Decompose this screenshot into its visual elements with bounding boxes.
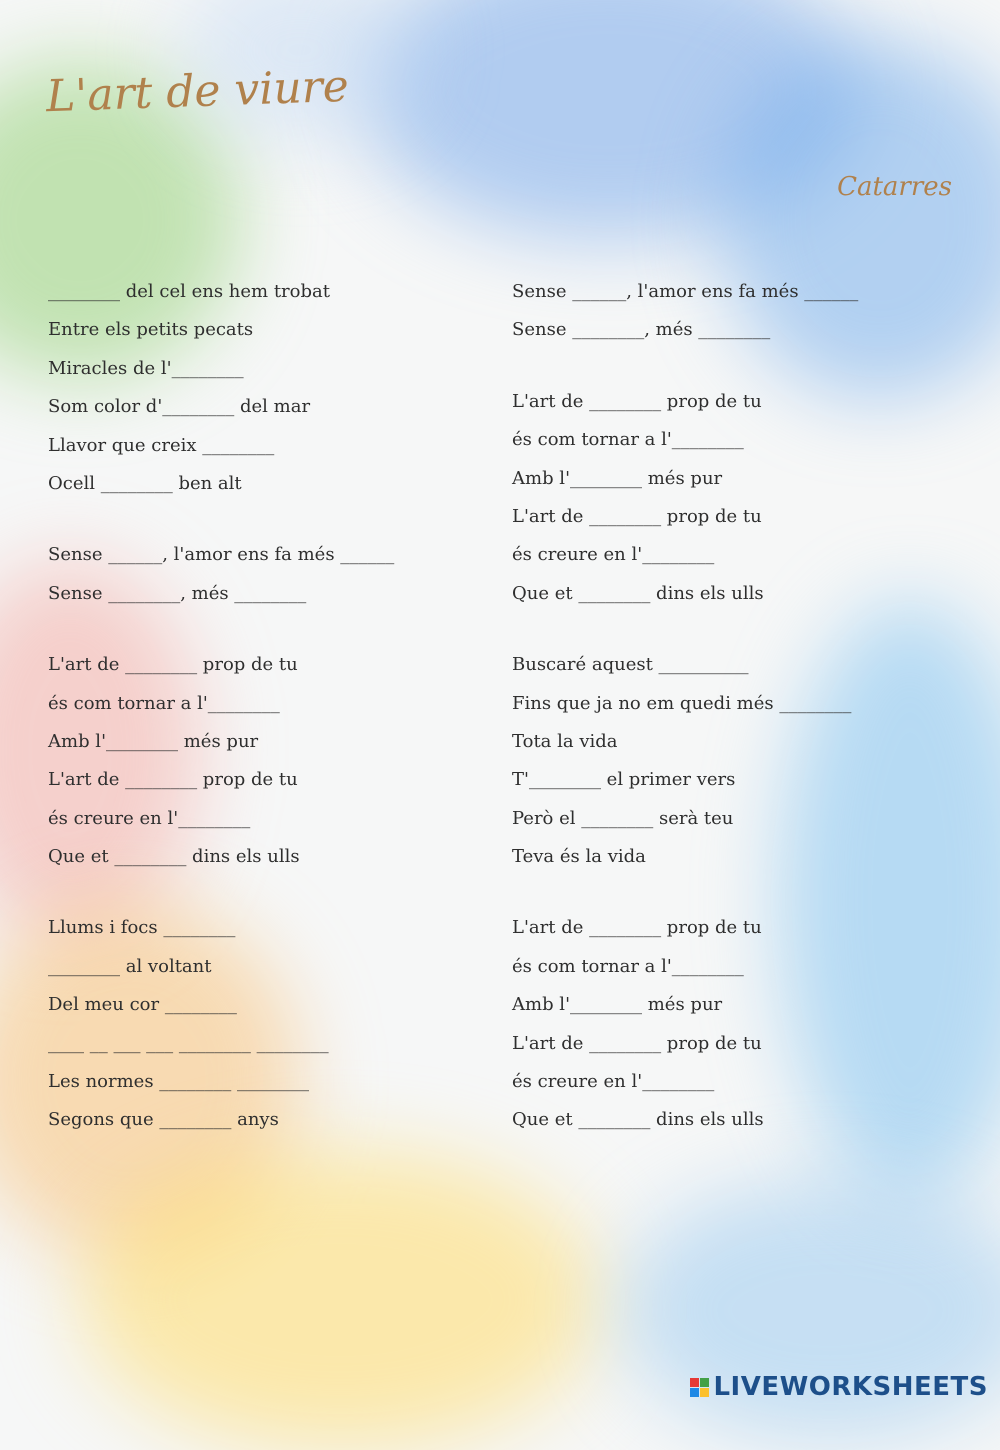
lyric-line: Som color d'________ del mar (48, 396, 311, 418)
lyric-line: L'art de ________ prop de tu (512, 390, 762, 412)
lyric-line: Llavor que creix ________ (48, 434, 275, 456)
stanza (512, 655, 952, 885)
stanza (48, 655, 468, 885)
stanza (48, 282, 468, 512)
lyric-line: és com tornar a l'________ (48, 692, 280, 714)
lyric-line: és com tornar a l'________ (512, 955, 744, 977)
lyric-line: Llums i focs ________ (48, 917, 236, 939)
lyric-line: T'________ el primer vers (512, 769, 736, 791)
lyric-line: L'art de ________ prop de tu (512, 505, 762, 527)
lyric-line: Però el ________ serà teu (512, 807, 734, 829)
lyric-line: ____ __ ___ ___ ________ ________ (48, 1032, 329, 1054)
lyric-line: Amb l'________ més pur (512, 994, 723, 1016)
lyric-line: L'art de ________ prop de tu (48, 654, 298, 676)
stanza (512, 392, 952, 622)
right-lyrics-column (512, 282, 952, 1182)
liveworksheets-logo[interactable] (690, 1372, 988, 1402)
lyric-line: Buscaré aquest __________ (512, 654, 749, 676)
lyric-line: Segons que ________ anys (48, 1109, 279, 1131)
lyric-line: Sense ______, l'amor ens fa més ______ (48, 544, 395, 566)
lyric-line: Sense ________, més ________ (512, 319, 771, 341)
lyric-line: L'art de ________ prop de tu (512, 917, 762, 939)
lyric-line: Fins que ja no em quedi més ________ (512, 692, 852, 714)
lyric-line: ________ del cel ens hem trobat (48, 281, 330, 302)
lyric-line: Amb l'________ més pur (48, 730, 259, 752)
lyric-line: L'art de ________ prop de tu (512, 1032, 762, 1054)
left-lyrics-column (48, 282, 468, 1182)
lyric-line: Miracles de l'________ (48, 357, 244, 379)
song-author: Catarres (837, 172, 952, 202)
lyric-line: Teva és la vida (512, 846, 646, 868)
lyric-line: ________ al voltant (48, 955, 212, 977)
stanza (512, 918, 952, 1148)
lyric-line: Tota la vida (512, 730, 618, 752)
lyric-line: Que et ________ dins els ulls (512, 1109, 764, 1131)
lyric-line: L'art de ________ prop de tu (48, 769, 298, 791)
worksheet-title: L'art de viure (45, 60, 350, 123)
logo-text: LIVEWORKSHEETS (713, 1372, 988, 1402)
lyric-line: és com tornar a l'________ (512, 429, 744, 451)
stanza (512, 282, 952, 359)
liveworksheets-logo-icon (690, 1378, 709, 1397)
stanza (48, 545, 468, 622)
lyric-line: Entre els petits pecats (48, 319, 254, 341)
lyric-line: Ocell ________ ben alt (48, 472, 242, 494)
lyric-line: Que et ________ dins els ulls (48, 846, 300, 868)
lyric-line: Les normes ________ ________ (48, 1071, 309, 1093)
lyric-line: Que et ________ dins els ulls (512, 582, 764, 604)
lyric-line: és creure en l'________ (512, 1071, 715, 1093)
lyric-line: és creure en l'________ (48, 807, 251, 829)
lyric-line: Sense ________, més ________ (48, 582, 307, 604)
lyric-line: Del meu cor ________ (48, 994, 237, 1016)
lyric-line: és creure en l'________ (512, 544, 715, 566)
stanza (48, 918, 468, 1148)
lyric-line: Amb l'________ més pur (512, 467, 723, 489)
lyric-line: Sense ______, l'amor ens fa més ______ (512, 281, 859, 302)
